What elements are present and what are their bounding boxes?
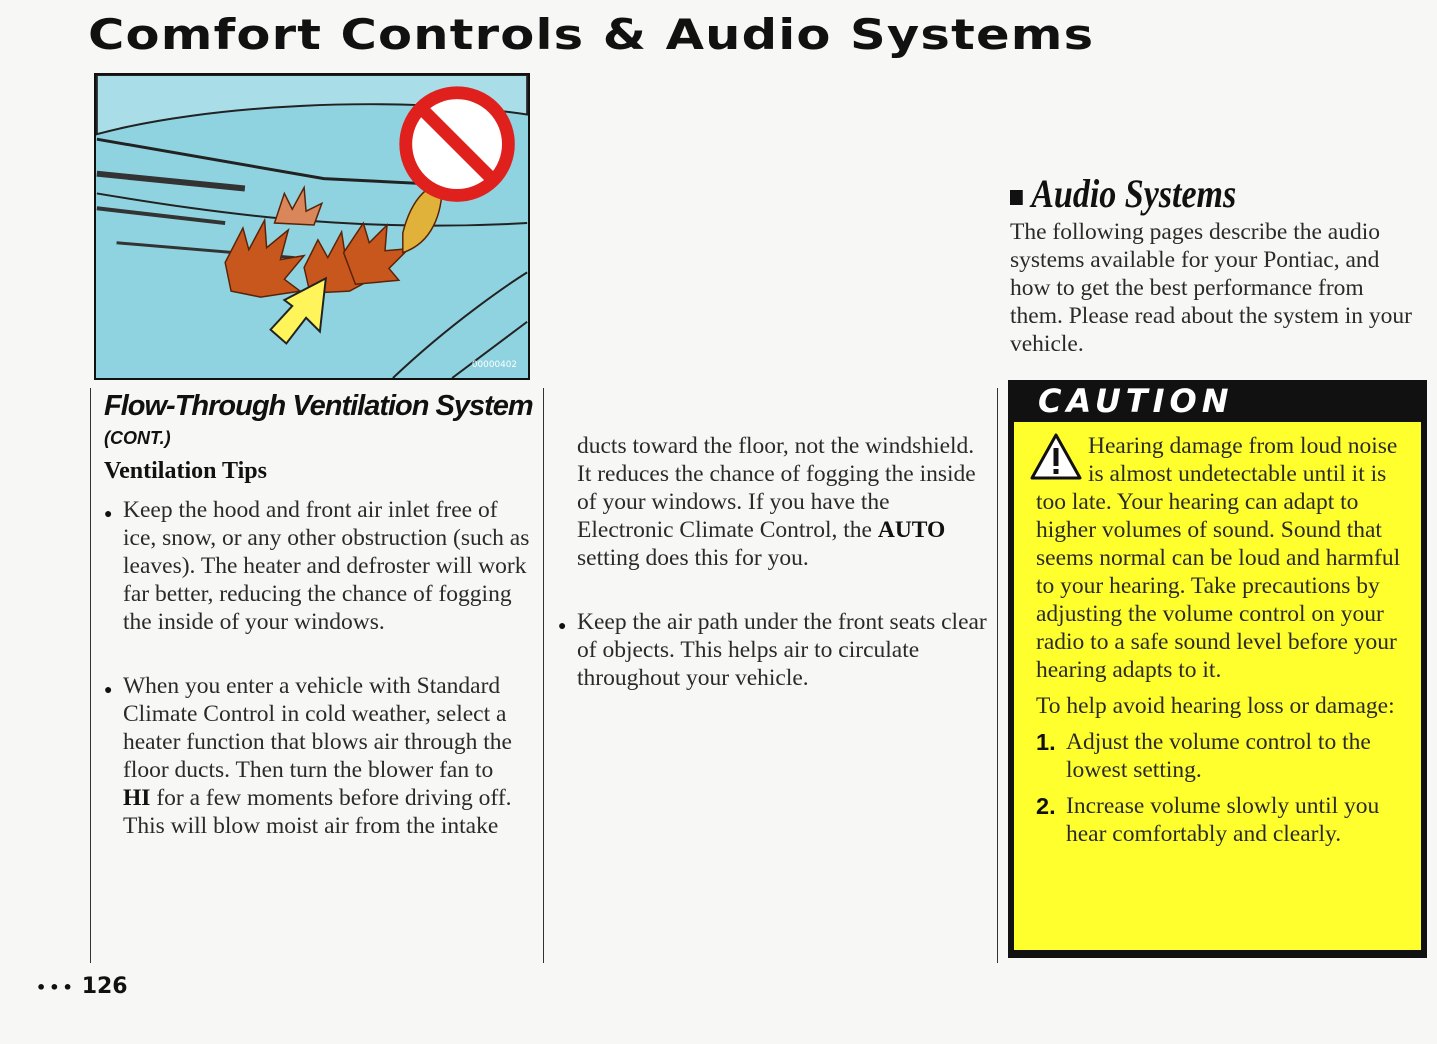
- page-number: ••• 126: [36, 974, 128, 999]
- caution-warning-text: Hearing damage from loud noise is almost undetectable until it is too late. Your hearing can adapt to higher volumes of sound. Sound that seems normal can be loud and harmful to your hearing. Take precautions by adjusting the volume control on your radio to a safe sound level before your hearing adapts to it.: [1036, 433, 1401, 683]
- ventilation-tip-1: [104, 496, 535, 636]
- caution-box: [1008, 380, 1427, 958]
- hi-setting: HI: [123, 785, 151, 811]
- bullet-icon: ●: [104, 507, 113, 522]
- page-dots: •••: [36, 978, 76, 997]
- ventilation-tip-1-text: Keep the hood and front air inlet free of ice, snow, or any other obstruction (such as leaves). The heater and defroster will work far better, reducing the chance of fogging the inside of your windows.: [123, 497, 530, 635]
- no-symbol-icon: [406, 93, 509, 196]
- step-text: Increase volume slowly until you hear comfortably and clearly.: [1066, 793, 1380, 847]
- column-divider-left: [90, 388, 91, 963]
- ventilation-section-title: Flow-Through Ventilation System: [104, 390, 533, 422]
- auto-setting: AUTO: [877, 517, 946, 543]
- ventilation-tip-2-text-a: When you enter a vehicle with Standard Climate Control in cold weather, select a heater function that blows air through the floor ducts. Then turn the blower fan to: [123, 673, 512, 783]
- column-divider-middle: [543, 388, 544, 963]
- ventilation-tip-3-text: Keep the air path under the front seats clear of objects. This helps air to circulate throughout your vehicle.: [577, 609, 987, 691]
- square-bullet-icon: [1010, 190, 1023, 205]
- audio-systems-intro: The following pages describe the audio systems available for your Pontiac, and how to get the best performance from them. Please read about the system in your vehicle.: [1010, 219, 1413, 357]
- audio-systems-title: Audio Systems: [1010, 170, 1236, 217]
- caution-body: [1014, 422, 1421, 950]
- step-number: 2.: [1036, 793, 1056, 819]
- bullet-icon: ●: [558, 619, 567, 634]
- ventilation-tip-2-continued: ducts toward the floor, not the windshield. It reduces the chance of fogging the inside of your windows. If you have the Electronic Climate Control, the AUTO setting does this for you.: [577, 433, 976, 571]
- step-text: Adjust the volume control to the lowest setting.: [1066, 729, 1371, 783]
- bullet-icon: ●: [104, 683, 113, 698]
- ventilation-tips-heading: Ventilation Tips: [104, 458, 267, 484]
- illustration-leaves-on-air-inlet: [94, 73, 530, 380]
- caution-heading: CAUTION: [1038, 382, 1234, 420]
- step-number: 1.: [1036, 729, 1056, 755]
- page-title: Comfort Controls & Audio Systems: [88, 10, 1095, 59]
- ventilation-tip-2: [104, 672, 523, 840]
- ventilation-tip-3: [558, 608, 987, 692]
- caution-step: [1036, 792, 1407, 848]
- caution-step: [1036, 728, 1407, 784]
- caution-intro: To help avoid hearing loss or damage:: [1036, 693, 1395, 719]
- warning-triangle-icon: [1030, 432, 1082, 482]
- column-divider-right: [997, 388, 998, 963]
- air-inlet-illustration: [96, 75, 528, 378]
- ventilation-tip-2-text-b: for a few moments before driving off. This will blow moist air from the intake: [123, 785, 512, 839]
- illustration-code: 00000402: [471, 360, 518, 371]
- continued-label: (CONT.): [104, 428, 171, 448]
